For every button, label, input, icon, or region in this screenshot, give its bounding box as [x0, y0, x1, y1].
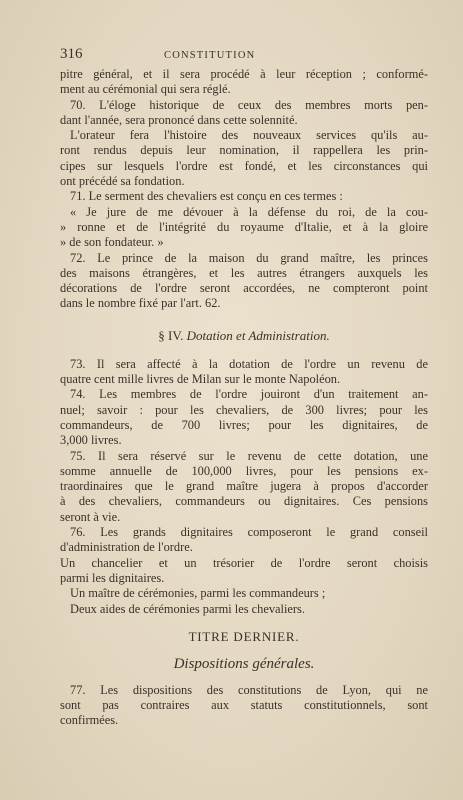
text-line: « Je jure de me dévouer à la défense du roi, de la cou- [70, 204, 428, 219]
text-line: confirmées. [60, 713, 119, 728]
text-line: 70. L'éloge historique de ceux des membres morts pen- [70, 97, 428, 112]
text-line: 75. Il sera réservé sur le revenu de cette dotation, une [70, 448, 428, 463]
text-line: quatre cent mille livres de Milan sur le monte Napoléon. [60, 372, 341, 387]
text-line: ont précédé sa fondation. [60, 174, 185, 189]
text-line: ment au cérémonial qui sera réglé. [60, 82, 231, 97]
text-line: seront à vie. [60, 509, 121, 524]
text-line: décorations de l'ordre seront accordées, ne compteront point [60, 281, 428, 296]
text-line: 74. Les membres de l'ordre jouiront d'un traitement an- [70, 387, 428, 402]
text-line: 3,000 livres. [60, 433, 122, 448]
text-line: Un maître de cérémonies, parmi les commandeurs ; [70, 586, 326, 601]
text-line: Deux aides de cérémonies parmi les chevaliers. [70, 601, 305, 616]
subtitle-heading: Dispositions générales. [173, 655, 315, 672]
text-line: des maisons étrangères, et les autres étrangers auxquels les [60, 265, 428, 280]
text-line: traordinaires que le grand maître jugera à propos d'accorder [60, 479, 428, 494]
articles-69-72 [60, 67, 428, 312]
section-title: Dotation et Administration. [186, 327, 330, 343]
text-line: pitre général, et il sera procédé à leur réception ; conformé- [60, 67, 428, 81]
text-line: à des chevaliers, commandeurs ou dignitaires. Ces pensions [60, 494, 428, 509]
text-line: dant l'année, sera prononcé dans cette solennité. [60, 112, 298, 127]
text-line: nuel; savoir : pour les chevaliers, de 300 livres; pour les [60, 402, 428, 417]
running-title: CONSTITUTION [164, 50, 256, 61]
section-number: § IV. [158, 327, 184, 343]
text-line: ront rendus depuis leur nomination, il rappellera les prin- [60, 143, 428, 158]
text-line: » ronne et de l'intégrité du royaume d'Italie, et à la gloire [60, 219, 428, 234]
text-line: 77. Les dispositions des constitutions de Lyon, qui ne [70, 682, 428, 697]
articles-73-76 [60, 357, 428, 617]
article-77 [60, 683, 428, 729]
text-line: 73. Il sera affecté à la dotation de l'ordre un revenu de [70, 356, 428, 371]
text-line: 71. Le serment des chevaliers est conçu en ces termes : [70, 189, 343, 204]
text-line: L'orateur fera l'histoire des nouveaux services qu'ils au- [70, 128, 428, 143]
text-line: cipes sur lesquels l'ordre est fondé, et les circonstances qui [60, 158, 428, 173]
text-line: commandeurs, de 700 livres; pour les dignitaires, de [60, 417, 428, 432]
text-line: 72. Le prince de la maison du grand maître, les princes [70, 250, 428, 265]
text-line: dans le nombre fixé par l'art. 62. [60, 296, 221, 311]
section-heading [60, 327, 428, 345]
text-line: somme annuelle de 100,000 livres, pour les pensions ex- [60, 463, 428, 478]
text-line: d'administration de l'ordre. [60, 540, 193, 555]
text-line: » de son fondateur. » [60, 235, 164, 250]
titre-heading: TITRE DERNIER. [188, 628, 300, 644]
text-line: parmi les dignitaires. [60, 570, 165, 585]
page-number: 316 [60, 46, 83, 62]
text-line: Un chancelier et un trésorier de l'ordre seront choisis [60, 555, 428, 570]
text-line: sont pas contraires aux statuts constitutionnels, sont [60, 698, 428, 713]
text-line: 76. Les grands dignitaires composeront le grand conseil [70, 525, 428, 540]
page-text [60, 46, 428, 729]
page-header [60, 46, 428, 66]
